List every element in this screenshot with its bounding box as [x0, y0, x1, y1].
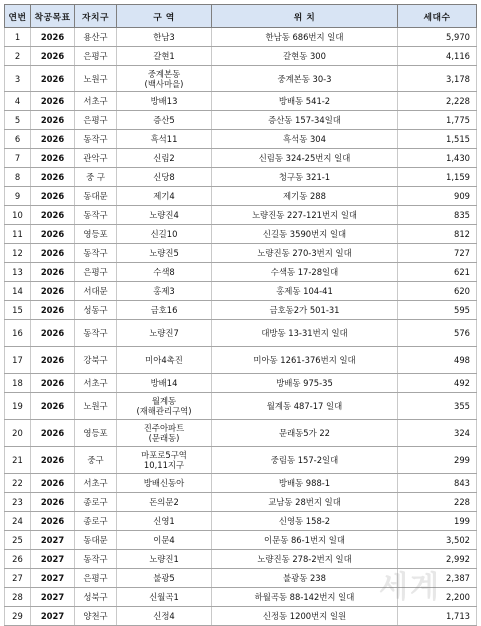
table-header-row — [5, 5, 477, 28]
cell-area — [117, 282, 212, 301]
header-no: 연번 — [5, 5, 31, 28]
cell-area — [117, 92, 212, 111]
cell-units: 2,228 — [398, 92, 477, 111]
area-name: 제기4 — [153, 191, 175, 201]
cell-district: 양천구 — [75, 607, 117, 626]
area-name: 돈의문2 — [149, 497, 179, 507]
header-area: 구 역 — [117, 5, 212, 28]
cell-district: 관악구 — [75, 149, 117, 168]
cell-goal: 2026 — [31, 168, 75, 187]
cell-units: 2,387 — [398, 569, 477, 588]
cell-goal: 2027 — [31, 588, 75, 607]
table-row — [5, 168, 477, 187]
area-name: 증산5 — [153, 115, 175, 125]
cell-district: 영등포 — [75, 420, 117, 447]
cell-no: 11 — [5, 225, 31, 244]
table-row — [5, 512, 477, 531]
cell-location: 대방동 13-31번지 일대 — [212, 320, 398, 347]
area-name: 신정4 — [153, 611, 175, 621]
cell-goal: 2026 — [31, 320, 75, 347]
table-row — [5, 92, 477, 111]
table-row — [5, 420, 477, 447]
cell-units: 843 — [398, 474, 477, 493]
cell-location: 노량진동 270-3번지 일대 — [212, 244, 398, 263]
cell-units: 727 — [398, 244, 477, 263]
area-name: 신영1 — [153, 516, 175, 526]
cell-units: 1,713 — [398, 607, 477, 626]
cell-goal: 2026 — [31, 111, 75, 130]
cell-goal: 2026 — [31, 301, 75, 320]
cell-area — [117, 607, 212, 626]
cell-goal: 2026 — [31, 447, 75, 474]
cell-units: 576 — [398, 320, 477, 347]
cell-goal: 2026 — [31, 92, 75, 111]
cell-location: 중계본동 30-3 — [212, 66, 398, 92]
cell-location: 신정동 1200번지 일원 — [212, 607, 398, 626]
cell-location: 미아동 1261-376번지 일대 — [212, 347, 398, 374]
table-row — [5, 149, 477, 168]
cell-location: 중림동 157-2일대 — [212, 447, 398, 474]
cell-location: 방배동 975-35 — [212, 374, 398, 393]
cell-area — [117, 111, 212, 130]
area-name: 신월곡1 — [149, 592, 179, 602]
cell-location: 증산동 157-34일대 — [212, 111, 398, 130]
cell-area — [117, 225, 212, 244]
cell-units: 621 — [398, 263, 477, 282]
area-name: 신림2 — [153, 153, 175, 163]
cell-units: 1,159 — [398, 168, 477, 187]
cell-no: 14 — [5, 282, 31, 301]
cell-area — [117, 168, 212, 187]
cell-district: 동작구 — [75, 130, 117, 149]
cell-district: 은평구 — [75, 263, 117, 282]
cell-no: 21 — [5, 447, 31, 474]
cell-district: 은평구 — [75, 47, 117, 66]
cell-location: 노량진동 227-121번지 일대 — [212, 206, 398, 225]
cell-district: 은평구 — [75, 111, 117, 130]
cell-goal: 2026 — [31, 244, 75, 263]
cell-no: 1 — [5, 28, 31, 47]
cell-goal: 2027 — [31, 569, 75, 588]
area-name: 중계본동 — [147, 68, 181, 79]
cell-district: 성동구 — [75, 301, 117, 320]
cell-units: 1,515 — [398, 130, 477, 149]
area-name: 신길10 — [150, 229, 178, 239]
cell-area — [117, 420, 212, 447]
cell-location: 노량진동 278-2번지 일대 — [212, 550, 398, 569]
cell-units: 812 — [398, 225, 477, 244]
area-name: 흑석11 — [150, 134, 178, 144]
area-name: 노량진5 — [149, 248, 179, 258]
cell-location: 교남동 28번지 일대 — [212, 493, 398, 512]
redevelopment-table-container — [4, 4, 476, 626]
cell-location: 갈현동 300 — [212, 47, 398, 66]
cell-goal: 2026 — [31, 347, 75, 374]
cell-no: 3 — [5, 66, 31, 92]
table-row — [5, 474, 477, 493]
cell-area — [117, 301, 212, 320]
table-row — [5, 347, 477, 374]
cell-units: 2,992 — [398, 550, 477, 569]
area-name: 신당8 — [153, 172, 175, 182]
cell-no: 25 — [5, 531, 31, 550]
cell-goal: 2027 — [31, 531, 75, 550]
cell-units: 228 — [398, 493, 477, 512]
cell-area — [117, 320, 212, 347]
cell-district: 은평구 — [75, 569, 117, 588]
cell-units: 355 — [398, 393, 477, 420]
cell-location: 청구동 321-1 — [212, 168, 398, 187]
cell-district: 용산구 — [75, 28, 117, 47]
table-row — [5, 66, 477, 92]
cell-district: 동작구 — [75, 206, 117, 225]
cell-goal: 2026 — [31, 474, 75, 493]
cell-district: 서초구 — [75, 374, 117, 393]
area-subname: (백사마을) — [144, 78, 184, 89]
cell-no: 23 — [5, 493, 31, 512]
cell-no: 16 — [5, 320, 31, 347]
cell-goal: 2026 — [31, 493, 75, 512]
table-row — [5, 374, 477, 393]
cell-no: 6 — [5, 130, 31, 149]
cell-no: 12 — [5, 244, 31, 263]
cell-units: 1,775 — [398, 111, 477, 130]
cell-location: 신림동 324-25번지 일대 — [212, 149, 398, 168]
cell-district: 동작구 — [75, 244, 117, 263]
cell-goal: 2026 — [31, 47, 75, 66]
watermark: 세계 — [379, 570, 441, 605]
area-name: 진주아파트 — [143, 423, 185, 433]
table-row — [5, 130, 477, 149]
cell-no: 28 — [5, 588, 31, 607]
cell-units: 835 — [398, 206, 477, 225]
cell-district: 종로구 — [75, 493, 117, 512]
cell-no: 18 — [5, 374, 31, 393]
cell-goal: 2026 — [31, 206, 75, 225]
area-name: 방배13 — [150, 96, 178, 106]
cell-goal: 2026 — [31, 66, 75, 92]
cell-area — [117, 47, 212, 66]
cell-district: 동작구 — [75, 550, 117, 569]
cell-no: 2 — [5, 47, 31, 66]
cell-location: 방배동 541-2 — [212, 92, 398, 111]
cell-district: 동작구 — [75, 320, 117, 347]
cell-units: 620 — [398, 282, 477, 301]
cell-goal: 2026 — [31, 282, 75, 301]
cell-no: 7 — [5, 149, 31, 168]
cell-units: 3,178 — [398, 66, 477, 92]
cell-area — [117, 187, 212, 206]
cell-units: 909 — [398, 187, 477, 206]
cell-goal: 2026 — [31, 263, 75, 282]
cell-area — [117, 130, 212, 149]
area-name: 마포로5구역 — [141, 450, 187, 460]
cell-no: 5 — [5, 111, 31, 130]
cell-area — [117, 28, 212, 47]
cell-district: 동대문 — [75, 531, 117, 550]
area-name: 노량진4 — [149, 210, 179, 220]
area-subname: 10,11지구 — [143, 460, 185, 470]
area-name: 방배신동아 — [143, 478, 185, 488]
area-name: 불광5 — [153, 573, 175, 583]
cell-location: 금호동2가 501-31 — [212, 301, 398, 320]
header-district: 자치구 — [75, 5, 117, 28]
cell-district: 노원구 — [75, 66, 117, 92]
cell-area — [117, 569, 212, 588]
cell-no: 17 — [5, 347, 31, 374]
cell-units: 3,502 — [398, 531, 477, 550]
area-name: 미아4촉진 — [145, 355, 183, 365]
table-row — [5, 320, 477, 347]
cell-goal: 2026 — [31, 420, 75, 447]
cell-units: 595 — [398, 301, 477, 320]
cell-district: 종로구 — [75, 512, 117, 531]
cell-area — [117, 263, 212, 282]
cell-area — [117, 474, 212, 493]
area-name: 이문4 — [153, 535, 175, 545]
cell-location: 신길동 3590번지 일대 — [212, 225, 398, 244]
cell-area — [117, 531, 212, 550]
cell-location: 수색동 17-28일대 — [212, 263, 398, 282]
table-row — [5, 187, 477, 206]
cell-area — [117, 244, 212, 263]
table-body — [5, 28, 477, 626]
cell-location: 흑석동 304 — [212, 130, 398, 149]
cell-district: 서초구 — [75, 92, 117, 111]
table-row — [5, 447, 477, 474]
cell-area — [117, 512, 212, 531]
table-row — [5, 531, 477, 550]
cell-no: 27 — [5, 569, 31, 588]
cell-no: 4 — [5, 92, 31, 111]
cell-area — [117, 588, 212, 607]
cell-area — [117, 149, 212, 168]
cell-units: 299 — [398, 447, 477, 474]
cell-goal: 2026 — [31, 149, 75, 168]
table-row — [5, 225, 477, 244]
cell-location: 한남동 686번지 일대 — [212, 28, 398, 47]
table-row — [5, 28, 477, 47]
area-name: 갈현1 — [153, 51, 175, 61]
cell-district: 노원구 — [75, 393, 117, 420]
cell-no: 22 — [5, 474, 31, 493]
area-name: 노량진1 — [149, 554, 179, 564]
cell-district: 서초구 — [75, 474, 117, 493]
cell-no: 29 — [5, 607, 31, 626]
area-name: 수색8 — [153, 267, 175, 277]
cell-no: 10 — [5, 206, 31, 225]
cell-goal: 2026 — [31, 374, 75, 393]
cell-goal: 2026 — [31, 225, 75, 244]
cell-district: 동대문 — [75, 187, 117, 206]
area-name: 노량진7 — [149, 328, 179, 338]
area-name: 방배14 — [150, 378, 178, 388]
cell-goal: 2027 — [31, 550, 75, 569]
cell-units: 1,430 — [398, 149, 477, 168]
table-row — [5, 301, 477, 320]
area-name: 금호16 — [150, 305, 178, 315]
cell-location: 하월곡동 88-142번지 일대 — [212, 588, 398, 607]
redevelopment-table — [4, 4, 477, 626]
cell-location: 방배동 988-1 — [212, 474, 398, 493]
cell-units: 324 — [398, 420, 477, 447]
cell-no: 20 — [5, 420, 31, 447]
cell-location: 제기동 288 — [212, 187, 398, 206]
area-name: 한남3 — [153, 32, 175, 42]
table-row — [5, 47, 477, 66]
cell-goal: 2026 — [31, 130, 75, 149]
cell-location: 신영동 158-2 — [212, 512, 398, 531]
cell-district: 영등포 — [75, 225, 117, 244]
table-row — [5, 111, 477, 130]
cell-no: 13 — [5, 263, 31, 282]
table-row — [5, 263, 477, 282]
cell-units: 4,116 — [398, 47, 477, 66]
cell-no: 9 — [5, 187, 31, 206]
cell-location: 홍제동 104-41 — [212, 282, 398, 301]
cell-area — [117, 66, 212, 92]
table-row — [5, 493, 477, 512]
cell-area — [117, 206, 212, 225]
area-name: 월계동 — [151, 396, 177, 406]
header-units: 세대수 — [398, 5, 477, 28]
cell-goal: 2026 — [31, 28, 75, 47]
area-subname: (문래동) — [148, 433, 180, 443]
cell-area — [117, 493, 212, 512]
cell-district: 성북구 — [75, 588, 117, 607]
cell-district: 서대문 — [75, 282, 117, 301]
cell-area — [117, 550, 212, 569]
area-name: 홍제3 — [153, 286, 175, 296]
cell-district: 강북구 — [75, 347, 117, 374]
table-row — [5, 206, 477, 225]
cell-location: 문래동5가 22 — [212, 420, 398, 447]
cell-units: 498 — [398, 347, 477, 374]
cell-district: 중 구 — [75, 168, 117, 187]
cell-area — [117, 447, 212, 474]
cell-location: 불광동 238 — [212, 569, 398, 588]
cell-no: 26 — [5, 550, 31, 569]
cell-goal: 2026 — [31, 187, 75, 206]
cell-units: 2,200 — [398, 588, 477, 607]
table-row — [5, 607, 477, 626]
table-row — [5, 244, 477, 263]
cell-goal: 2026 — [31, 512, 75, 531]
cell-units: 199 — [398, 512, 477, 531]
cell-location: 월계동 487-17 일대 — [212, 393, 398, 420]
cell-no: 24 — [5, 512, 31, 531]
cell-district: 중구 — [75, 447, 117, 474]
cell-no: 8 — [5, 168, 31, 187]
cell-no: 19 — [5, 393, 31, 420]
area-subname: (재해관리구역) — [136, 406, 192, 416]
cell-area — [117, 374, 212, 393]
header-goal: 착공목표 — [31, 5, 75, 28]
header-location: 위 치 — [212, 5, 398, 28]
cell-units: 492 — [398, 374, 477, 393]
table-row — [5, 282, 477, 301]
cell-area — [117, 347, 212, 374]
cell-goal: 2027 — [31, 607, 75, 626]
cell-no: 15 — [5, 301, 31, 320]
cell-units: 5,970 — [398, 28, 477, 47]
cell-area — [117, 393, 212, 420]
table-row — [5, 393, 477, 420]
cell-location: 이문동 86-1번지 일대 — [212, 531, 398, 550]
cell-goal: 2026 — [31, 393, 75, 420]
